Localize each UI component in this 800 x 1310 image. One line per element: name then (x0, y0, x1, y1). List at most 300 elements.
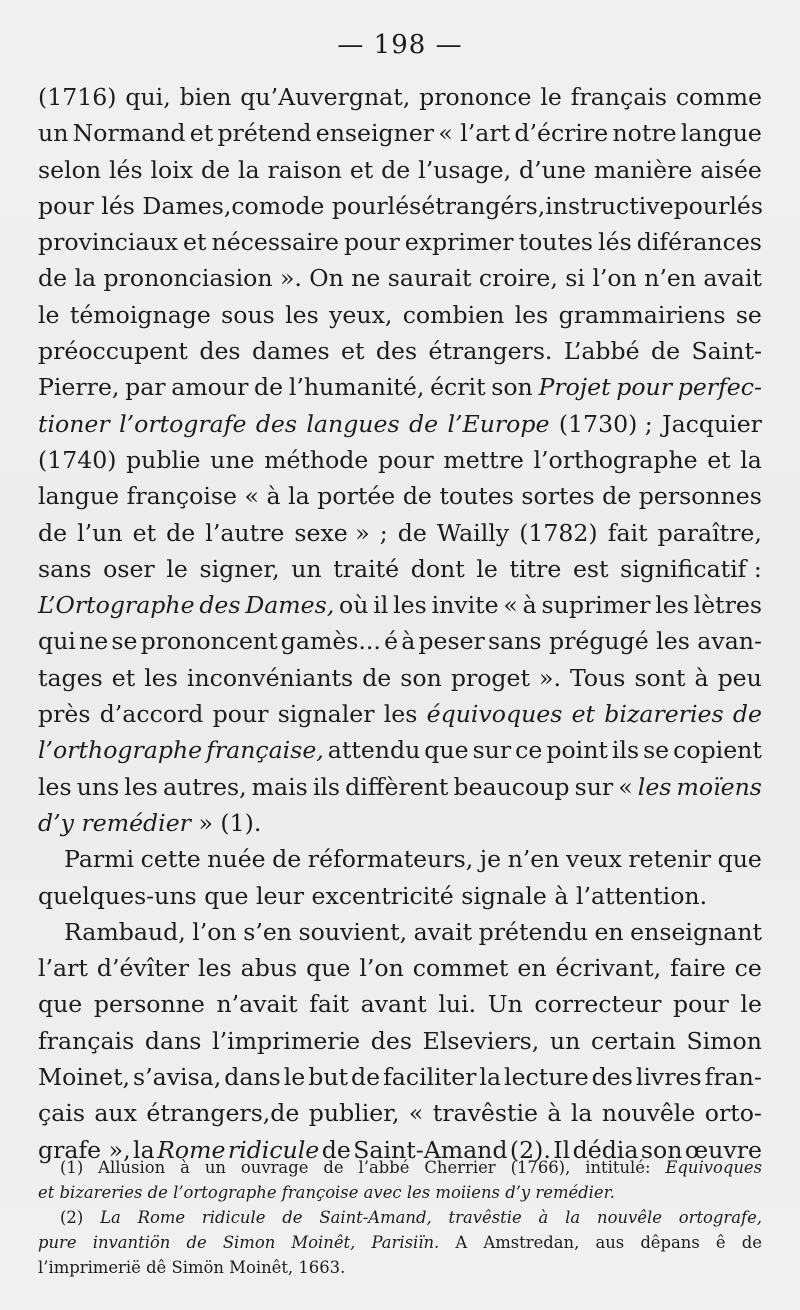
word: langue (680, 119, 762, 148)
word: qui, (125, 83, 171, 111)
word: avec (363, 1183, 402, 1202)
text-line (38, 660, 762, 696)
word: publier, (308, 1099, 400, 1128)
word: prétend (217, 119, 312, 148)
word: l’attention. (575, 881, 708, 910)
word: étrangers. (428, 337, 553, 366)
word: Rambaud, (64, 917, 186, 946)
word: les (406, 1183, 431, 1202)
word: la (479, 1063, 502, 1092)
word: provinciaux (38, 228, 178, 257)
word: ridicule (227, 1135, 320, 1164)
word: fait (309, 990, 350, 1019)
word: Wailly (436, 518, 510, 547)
word: le (283, 1063, 306, 1092)
word: de (254, 373, 284, 402)
word: amour (171, 373, 249, 402)
word: en (594, 917, 624, 946)
text-line (38, 442, 762, 478)
word: ê (715, 1233, 726, 1252)
word: à (694, 663, 709, 692)
word: ce (515, 736, 543, 765)
word: pour (673, 191, 730, 220)
word: des (255, 409, 297, 438)
word: l’on (592, 264, 637, 293)
word: les (198, 954, 232, 983)
word: A (455, 1233, 468, 1252)
text-line (38, 1023, 762, 1059)
word: Parmi (64, 845, 135, 874)
word: proget (450, 663, 530, 692)
word: sans (38, 554, 92, 583)
word: uns (76, 772, 120, 801)
word: ils (312, 772, 341, 801)
word: s’avisa, (133, 1063, 222, 1092)
word: loix (150, 155, 194, 184)
word: (1) (60, 1158, 84, 1177)
word: se (735, 300, 762, 329)
word: l’ortographe (173, 1183, 277, 1202)
word: cette (140, 845, 201, 874)
word: sur (574, 772, 614, 801)
word: L’abbé (563, 337, 640, 366)
word: s’en (243, 917, 293, 946)
footnote-line (38, 1180, 762, 1205)
text-line (38, 551, 762, 587)
word: des (591, 1063, 633, 1092)
word: combien (402, 300, 505, 329)
word: bizareries (604, 700, 724, 729)
word: « l’art (438, 119, 511, 148)
word: de (381, 155, 411, 184)
word: 1663. (298, 1258, 346, 1277)
word: Equivoques (665, 1158, 762, 1177)
word: Saint-Amand, (319, 1208, 432, 1227)
word: un (291, 554, 322, 583)
word: ouvrage (240, 1158, 309, 1177)
word: personnes (638, 482, 762, 511)
text-line (38, 369, 762, 405)
word: de (402, 482, 432, 511)
word: l’usage, (418, 155, 512, 184)
word: Allusion (98, 1158, 166, 1177)
word: prononce (419, 83, 532, 111)
text-line (38, 297, 762, 333)
word: dêpans (640, 1233, 700, 1252)
word: quelques-uns (38, 881, 197, 910)
word: que (717, 845, 762, 874)
word: nouvêle (597, 1208, 662, 1227)
word: livres (635, 1063, 702, 1092)
word: instructive (545, 191, 674, 220)
text-line (38, 224, 762, 260)
word: comme (675, 83, 762, 111)
word: française, (206, 736, 324, 765)
word: n’en (507, 845, 560, 874)
word: dont (410, 554, 465, 583)
word: et (111, 663, 136, 692)
word: Simon (222, 1233, 276, 1252)
word: croire, (478, 264, 558, 293)
word: de (351, 1063, 381, 1092)
word: réformateurs, (307, 845, 474, 874)
word: toutes (439, 482, 514, 511)
word: Rome (137, 1208, 186, 1227)
word: (2) (60, 1208, 84, 1227)
word: l’un (77, 518, 123, 547)
word: les (383, 700, 418, 729)
word: Dames, (245, 591, 335, 620)
word: écrivant, (555, 954, 662, 983)
word: raison (267, 155, 342, 184)
word: d’accord (99, 700, 204, 729)
word: de (147, 1183, 168, 1202)
text-line (38, 623, 762, 659)
word: certain (591, 1026, 676, 1055)
word: de (732, 700, 762, 729)
word: avait (413, 917, 473, 946)
word: que (38, 990, 83, 1019)
word: (2). (509, 1135, 551, 1164)
word: méthode (264, 445, 369, 474)
word: yeux, (329, 300, 393, 329)
word: saurait (387, 264, 472, 293)
word: Jacquier (662, 409, 762, 438)
word: toutes (518, 228, 594, 257)
word: sont (634, 663, 686, 692)
word: en (517, 954, 547, 983)
word: (1782) (519, 518, 598, 547)
text-line (38, 696, 762, 732)
word: dans (224, 1063, 281, 1092)
word: Saint-Amand (353, 1135, 508, 1164)
word: remédier (81, 808, 191, 837)
word: de (38, 264, 68, 293)
word: fran- (704, 1063, 762, 1092)
word: une (210, 445, 255, 474)
word: pour (673, 990, 729, 1019)
word: comode pour (231, 191, 388, 220)
word: et (132, 518, 157, 547)
word: la (565, 1208, 581, 1227)
word: invantiön (92, 1233, 171, 1252)
word: dê (146, 1258, 167, 1277)
word: On (309, 264, 344, 293)
word: tages (38, 663, 103, 692)
word: de (166, 518, 196, 547)
word: et (183, 228, 207, 257)
word: la (133, 1135, 155, 1164)
word: perfec- (677, 373, 762, 402)
word: françoise (126, 482, 237, 511)
word: et (707, 445, 731, 474)
text-line (38, 79, 762, 115)
word: ridicule (201, 1208, 266, 1227)
word: L’Ortographe (38, 591, 195, 620)
text-line (38, 260, 762, 296)
word: de (38, 518, 68, 547)
word: le (166, 554, 188, 583)
word: titre (509, 554, 562, 583)
page-number: — 198 — (337, 30, 463, 60)
word: que (424, 736, 469, 765)
word: inconvéniants (186, 663, 354, 692)
word: l’autre (205, 518, 285, 547)
word: Amstredan, (483, 1233, 580, 1252)
word: nécessaire (211, 228, 339, 257)
word: grammairiens (558, 300, 726, 329)
word: je (479, 845, 502, 874)
word: copient (673, 736, 762, 765)
word: manière (593, 155, 693, 184)
word: la (288, 482, 310, 511)
word: un (38, 119, 69, 148)
word: pure (38, 1233, 77, 1252)
word: dédia (572, 1135, 639, 1164)
word: équivoques (426, 700, 563, 729)
word: des (199, 591, 241, 620)
word: et (189, 119, 214, 148)
word: les (124, 772, 158, 801)
word: écrit (430, 373, 486, 402)
word: intitulé: (585, 1158, 651, 1177)
word: les (38, 772, 72, 801)
word: son (491, 373, 533, 402)
word: travêstie (448, 1208, 522, 1227)
word: excentricité (311, 881, 454, 910)
word: et (341, 337, 365, 366)
text-line (38, 515, 762, 551)
word: retenir (628, 845, 712, 874)
word: français (570, 83, 667, 111)
word: diffèrent (345, 772, 449, 801)
word: par (125, 373, 166, 402)
word: Normand (72, 119, 186, 148)
word: l’imprimerie (212, 1026, 361, 1055)
word: témoignage (69, 300, 211, 329)
word: dames (251, 337, 330, 366)
word: n’en (644, 264, 697, 293)
word: à (401, 627, 416, 656)
word: invite (431, 591, 499, 620)
word: ne (79, 627, 109, 656)
text-line (38, 986, 762, 1022)
word: ». (539, 663, 561, 692)
word: Parisiïn. (371, 1233, 440, 1252)
word: Tous (569, 663, 626, 692)
word: qui (38, 627, 76, 656)
text-line (38, 878, 762, 914)
word: « (408, 1099, 424, 1128)
word: que (306, 954, 351, 983)
word: de (200, 155, 231, 184)
word: moïens (676, 772, 762, 801)
word: faire (670, 954, 726, 983)
word: Projet (538, 373, 611, 402)
word: de (321, 1135, 351, 1164)
word: des (199, 337, 241, 366)
word: d’y (505, 1183, 531, 1202)
word: enseignant (630, 917, 762, 946)
word: se (111, 627, 138, 656)
word: de (651, 337, 681, 366)
word: français (38, 1026, 135, 1055)
word: d’une (519, 155, 587, 184)
word: à (547, 1099, 562, 1128)
word: l’art (38, 954, 88, 983)
word: de (397, 518, 427, 547)
word: suprimer (541, 591, 651, 620)
word: La (100, 1208, 121, 1227)
word: le (476, 554, 498, 583)
word: gamès... (280, 627, 381, 656)
word: Simön (171, 1258, 224, 1277)
word: l’humanité, (288, 373, 425, 402)
word: il (373, 591, 389, 620)
word: les (285, 300, 319, 329)
word: aisée (700, 155, 762, 184)
word: orto- (704, 1099, 762, 1128)
word: que (204, 881, 249, 910)
word: la (237, 155, 260, 184)
word: « (618, 772, 633, 801)
word: (1766), (510, 1158, 571, 1177)
text-line (38, 805, 762, 841)
word: œuvre (684, 1135, 762, 1164)
word: (1716) (38, 83, 117, 111)
text-line (38, 152, 762, 188)
word: Un (487, 990, 523, 1019)
word: prétendu (478, 917, 588, 946)
word: ne (351, 264, 381, 293)
word: Rome (157, 1135, 226, 1164)
word: des (370, 1026, 412, 1055)
word: à (266, 482, 281, 511)
word: son (640, 1135, 683, 1164)
footnote-line (38, 1205, 762, 1230)
word: à (522, 591, 537, 620)
word: l’on (192, 917, 237, 946)
word: Simon (686, 1026, 762, 1055)
word: portée (317, 482, 396, 511)
word: lés (108, 155, 143, 184)
word: de (741, 1233, 762, 1252)
word: commet (412, 954, 509, 983)
word: signale (461, 881, 547, 910)
word: faciliter (383, 1063, 477, 1092)
text-line (38, 841, 762, 877)
word: ils (611, 736, 640, 765)
word: avant (360, 990, 427, 1019)
word: l’on (359, 954, 404, 983)
word: la (570, 1099, 593, 1128)
word: de (602, 482, 632, 511)
word: d’écrire (514, 119, 609, 148)
word: ce (734, 954, 762, 983)
word: souvient, (298, 917, 408, 946)
footnote-line (38, 1255, 762, 1280)
word: beaucoup (453, 772, 570, 801)
word: pour (616, 373, 673, 402)
word: pour (343, 228, 400, 257)
word: sous (221, 300, 275, 329)
word: bizareries (59, 1183, 143, 1202)
word: (1740) (38, 445, 117, 474)
word: aus (595, 1233, 625, 1252)
word: paraître, (657, 518, 762, 547)
word: point (546, 736, 608, 765)
word: dans (144, 1026, 202, 1055)
word: traité (333, 554, 400, 583)
word: les (144, 663, 178, 692)
word: avait (703, 264, 762, 293)
word: lés (598, 228, 632, 257)
text-line (38, 1095, 762, 1131)
word: mais (251, 772, 308, 801)
footnote-line (38, 1155, 762, 1180)
word: prononciasion (103, 264, 273, 293)
text-line (38, 478, 762, 514)
word: ». (279, 264, 302, 293)
footnote-line (38, 1230, 762, 1255)
word: l’Europe (447, 409, 550, 438)
word: Cherrier (424, 1158, 496, 1177)
text-line (38, 406, 762, 442)
word: les (514, 300, 549, 329)
body-text (38, 79, 762, 1168)
word: son (400, 663, 442, 692)
word: Moinêt, (229, 1258, 294, 1277)
word: leur (256, 881, 304, 910)
word: but (308, 1063, 349, 1092)
word: sans prégugé les avan- (488, 627, 762, 656)
word: et (571, 700, 596, 729)
word: Moinêt, (291, 1233, 356, 1252)
word: prononcent (140, 627, 278, 656)
word: pour (212, 700, 269, 729)
word: moiiens (435, 1183, 500, 1202)
word: lés (729, 191, 763, 220)
word: signaler (277, 700, 375, 729)
word: Pierre, (38, 373, 120, 402)
word: publie (126, 445, 201, 474)
word: « (244, 482, 259, 511)
text-line (38, 914, 762, 950)
word: ; (379, 518, 388, 547)
word: l’ortografe (119, 409, 247, 438)
word: peu (717, 663, 762, 692)
word: les (393, 591, 427, 620)
word: de (362, 663, 392, 692)
word: près (38, 700, 91, 729)
word: sortes (521, 482, 595, 511)
word: lui. (438, 990, 477, 1019)
word: mettre (443, 445, 524, 474)
word: lecture (504, 1063, 589, 1092)
word: étrangers,de (146, 1099, 300, 1128)
word: le (38, 300, 60, 329)
word: n’avait (216, 990, 298, 1019)
word: lés (387, 191, 422, 220)
word: Il (553, 1135, 571, 1164)
word: tioner (38, 409, 110, 438)
word: si (565, 264, 585, 293)
word: un (204, 1158, 226, 1177)
word: pour (377, 445, 434, 474)
text-line (38, 333, 762, 369)
word: de (186, 1233, 207, 1252)
word: d’évîter (96, 954, 190, 983)
